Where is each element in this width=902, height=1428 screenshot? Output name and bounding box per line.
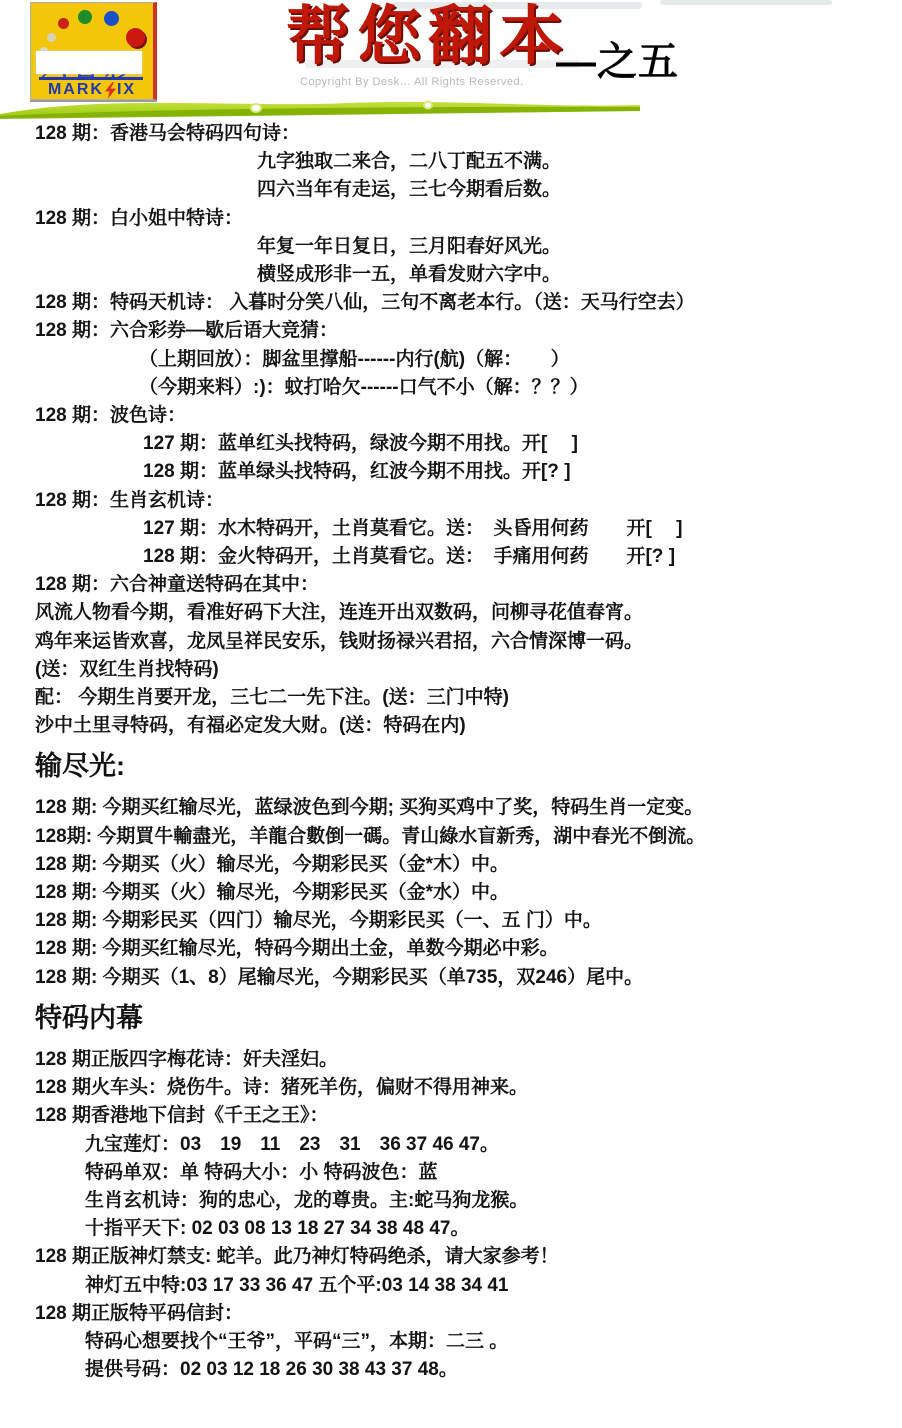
text-line: 127 期：水木特码开，土肖莫看它。送： 头昏用何药 开[ ] [143,517,683,539]
text-line: （上期回放）：脚盆里撑船------内行(航)（解： ） [139,348,570,370]
doc-section [35,120,875,740]
text-line: 128 期: 今期买（火）输尽光，今期彩民买（金*水）中。 [35,882,509,904]
text-line: 提供号码：02 03 12 18 26 30 38 43 37 48。 [85,1359,458,1381]
page-title: 帮您翻本 [286,0,570,74]
logo-wordmark [31,81,153,99]
text-line: 配： 今期生肖要开龙，三七二一先下注。(送：三门中特) [35,687,509,709]
text-line: 128 期：六合神童送特码在其中： [35,574,319,596]
text-line: 128期: 今期買牛輸盡光，羊龍合數倒一碼。青山綠水盲新秀，湖中春光不倒流。 [35,825,706,847]
logo-dot-icon [47,33,56,42]
lightning-icon [105,82,116,99]
text-line: 风流人物看今期，看准好码下大注，连连开出双数码，问柳寻花值春宵。 [35,602,644,624]
text-line: 特码心想要找个“王爷”，平码“三”，本期：二三 。 [85,1330,509,1352]
section-heading: 输尽光: [35,751,125,782]
text-line: 四六当年有走运，三七今期看后数。 [257,179,562,201]
text-line: 128 期: 今期买红输尽光，蓝绿波色到今期; 买狗买鸡中了奖，特码生肖一定变。 [35,797,704,819]
text-line: 十指平天下: 02 03 08 13 18 27 34 38 48 47。 [85,1218,470,1240]
text-line: 特码单双：单 特码大小：小 特码波色：蓝 [85,1161,438,1183]
text-line: 128 期正版特平码信封： [35,1302,243,1324]
text-line: 鸡年来运皆欢喜，龙凤呈祥民安乐，钱财扬禄兴君招，六合情深博一码。 [35,630,644,652]
text-line: 生肖玄机诗：狗的忠心，龙的尊贵。主:蛇马狗龙猴。 [85,1189,529,1211]
logo-dot-icon [78,10,92,24]
text-line: 128 期火车头：烧伤牛。诗：猪死羊伤，偏财不得用神来。 [35,1077,528,1099]
section-heading: 特码内幕 [35,1002,143,1033]
text-line: 128 期正版神灯禁支: 蛇羊。此乃神灯特码绝杀，请大家参考！ [35,1246,559,1268]
logo-six-text: IX [116,81,137,98]
copyright-watermark: Copyright By Desk… All Rights Reserved. [300,76,524,88]
doc-section [35,749,875,991]
text-line: 沙中土里寻特码，有福必定发大财。(送：特码在内) [35,715,466,737]
text-line: 128 期：特码天机诗： 入暮时分笑八仙，三句不离老本行。（送：天马行空去） [35,292,695,314]
text-line: (送：双红生肖找特码) [35,658,219,680]
text-line: 横竖成形非一五，单看发财六字中。 [257,264,562,286]
text-line: 九宝莲灯：03 19 11 23 31 36 37 46 47。 [85,1133,499,1155]
text-line: 128 期: 今期买红输尽光，特码今期出土金，单数今期必中彩。 [35,938,559,960]
text-line: 年复一年日复日，三月阳春好风光。 [257,235,562,257]
text-line: 128 期正版四字梅花诗：奸夫淫妇。 [35,1048,338,1070]
page-header [0,0,902,120]
logo-divider [39,77,143,80]
text-line: 128 期：六合彩券—歇后语大竞猜： [35,320,338,342]
text-line: 128 期: 今期买（1、8）尾输尽光，今期彩民买（单735，双246）尾中。 [35,966,644,988]
text-line: 128 期：蓝单绿头找特码，红波今期不用找。开[? ] [143,461,571,483]
logo-mark-text: MARK [47,81,104,98]
logo-dot-icon [104,11,119,26]
doc-section [35,1001,875,1384]
text-line: 128 期：生肖玄机诗： [35,489,224,511]
logo-dot-icon [126,28,145,47]
text-line: 128 期：金火特码开，土肖莫看它。送： 手痛用何药 开[? ] [143,546,676,568]
watermark-blur-bar [660,0,832,5]
text-line: 128 期: 今期买（火）输尽光，今期彩民买（金*木）中。 [35,853,509,875]
page-title-suffix: —之五 [556,40,679,84]
doc-body [35,120,875,1384]
logo-white-cover [36,51,142,74]
text-line: 128 期香港地下信封《千王之王》： [35,1105,329,1127]
text-line: 九字独取二来合，二八丁配五不满。 [257,151,562,173]
text-line: 128 期：波色诗： [35,405,186,427]
mark-six-logo [30,2,157,100]
logo-dot-icon [58,18,69,29]
text-line: 神灯五中特:03 17 33 36 47 五个平:03 14 38 34 41 [85,1274,509,1296]
text-line: （今期来料）:)：蚊打哈欠------口气不小（解：？？） [139,376,589,398]
text-line: 128 期: 今期彩民买（四门）输尽光，今期彩民买（一、五 门）中。 [35,910,602,932]
text-line: 128 期：香港马会特码四句诗： [35,123,300,144]
text-line: 127 期：蓝单红头找特码，绿波今期不用找。开[ ] [143,433,578,455]
text-line: 128 期：白小姐中特诗： [35,207,243,229]
